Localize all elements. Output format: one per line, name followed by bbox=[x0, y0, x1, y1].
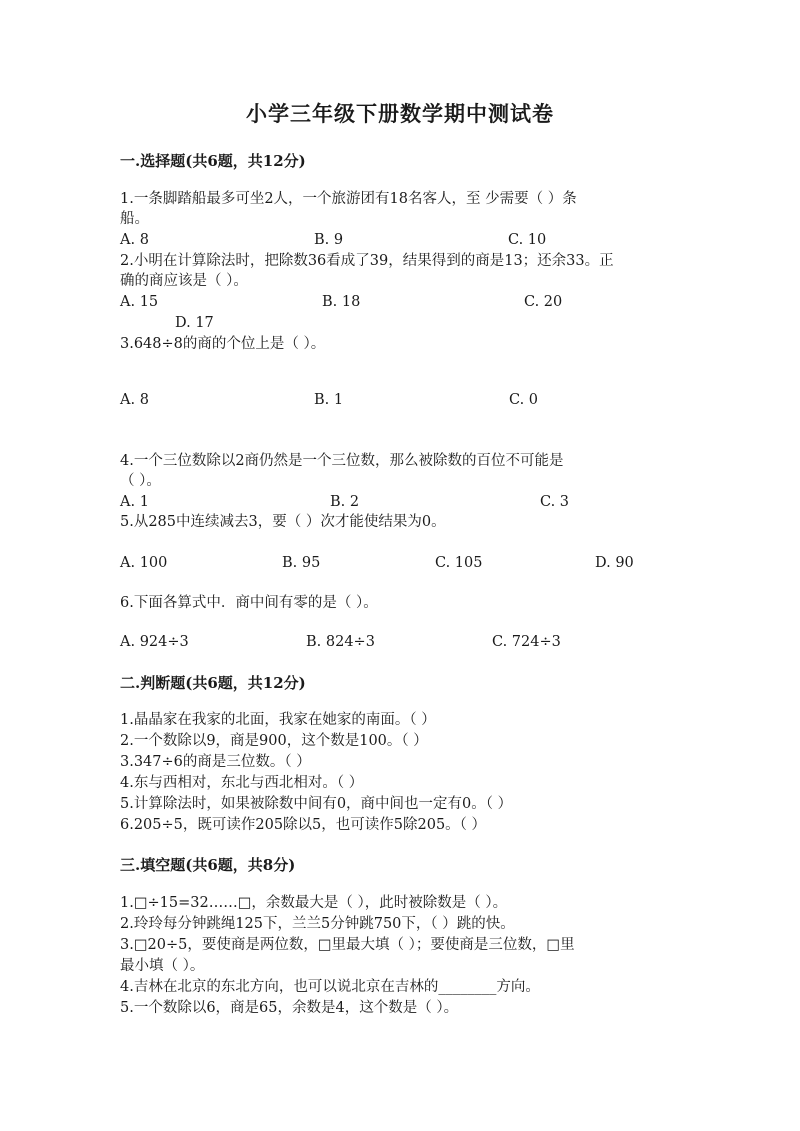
page-title: 小学三年级下册数学期中测试卷 bbox=[246, 101, 554, 126]
list-item: 1.晶晶家在我家的北面，我家在她家的南面。（ ） bbox=[120, 712, 436, 728]
option-c: C. 0 bbox=[509, 392, 539, 408]
list-item: 3.□20÷5，要使商是两位数，□里最大填（ ）；要使商是三位数，□里 bbox=[120, 937, 575, 953]
question-text: 2.小明在计算除法时，把除数36看成了39，结果得到的商是13；还余33。正 bbox=[120, 253, 614, 269]
option-b: B. 1 bbox=[314, 392, 344, 408]
list-item: 5.一个数除以6，商是65，余数是4，这个数是（ ）。 bbox=[120, 1000, 459, 1016]
option-b: B. 9 bbox=[314, 232, 344, 248]
options-row bbox=[0, 390, 800, 410]
option-b: B. 2 bbox=[330, 494, 360, 510]
option-c: C. 20 bbox=[524, 294, 563, 310]
question-text: 4.一个三位数除以2商仍然是一个三位数，那么被除数的百位不可能是 bbox=[120, 453, 564, 469]
option-d: D. 17 bbox=[175, 315, 214, 331]
question-text: 1.一条脚踏船最多可坐2人，一个旅游团有18名客人，至 少需要（ ）条 bbox=[120, 191, 577, 207]
options-row bbox=[0, 230, 800, 250]
option-c: C. 10 bbox=[508, 232, 547, 248]
question-text: 船。 bbox=[120, 211, 149, 227]
list-item: 2.玲玲每分钟跳绳125下，兰兰5分钟跳750下，（ ）跳的快。 bbox=[120, 916, 515, 932]
option-b: B. 18 bbox=[322, 294, 361, 310]
list-item: 1.□÷15=32……□，余数最大是（ ），此时被除数是（ ）。 bbox=[120, 895, 508, 911]
option-a: A. 924÷3 bbox=[120, 634, 189, 650]
question-text: 5.从285中连续减去3，要（ ）次才能使结果为0。 bbox=[120, 514, 446, 530]
options-row bbox=[0, 313, 800, 333]
options-row bbox=[0, 553, 800, 573]
option-a: A. 8 bbox=[120, 392, 149, 408]
options-row bbox=[0, 292, 800, 312]
option-b: B. 824÷3 bbox=[306, 634, 375, 650]
option-c: C. 3 bbox=[540, 494, 570, 510]
list-item: 最小填（ ）。 bbox=[120, 958, 205, 974]
question-text: 3.648÷8的商的个位上是（ ）。 bbox=[120, 336, 326, 352]
option-c: C. 105 bbox=[435, 555, 483, 571]
options-row bbox=[0, 492, 800, 512]
option-a: A. 100 bbox=[120, 555, 168, 571]
list-item: 4.吉林在北京的东北方向，也可以说北京在吉林的________方向。 bbox=[120, 979, 540, 995]
section-heading-choice: 一.选择题(共6题，共12分) bbox=[120, 152, 306, 170]
question-text: （ ）。 bbox=[120, 473, 161, 489]
section-heading-judgement: 二.判断题(共6题，共12分) bbox=[120, 674, 306, 692]
list-item: 4.东与西相对，东北与西北相对。（ ） bbox=[120, 775, 364, 791]
list-item: 2.一个数除以9，商是900，这个数是100。（ ） bbox=[120, 733, 428, 749]
list-item: 5.计算除法时，如果被除数中间有0，商中间也一定有0。（ ） bbox=[120, 796, 513, 812]
options-row bbox=[0, 632, 800, 652]
list-item: 6.205÷5，既可读作205除以5，也可读作5除205。（ ） bbox=[120, 817, 487, 833]
option-a: A. 15 bbox=[120, 294, 159, 310]
option-c: C. 724÷3 bbox=[492, 634, 561, 650]
question-text: 确的商应该是（ ）。 bbox=[120, 273, 248, 289]
list-item: 3.347÷6的商是三位数。（ ） bbox=[120, 754, 311, 770]
option-a: A. 8 bbox=[120, 232, 149, 248]
option-d: D. 90 bbox=[595, 555, 634, 571]
option-a: A. 1 bbox=[120, 494, 149, 510]
question-text: 6.下面各算式中．商中间有零的是（ ）。 bbox=[120, 595, 378, 611]
section-heading-fill: 三.填空题(共6题，共8分) bbox=[120, 856, 296, 874]
option-b: B. 95 bbox=[282, 555, 321, 571]
